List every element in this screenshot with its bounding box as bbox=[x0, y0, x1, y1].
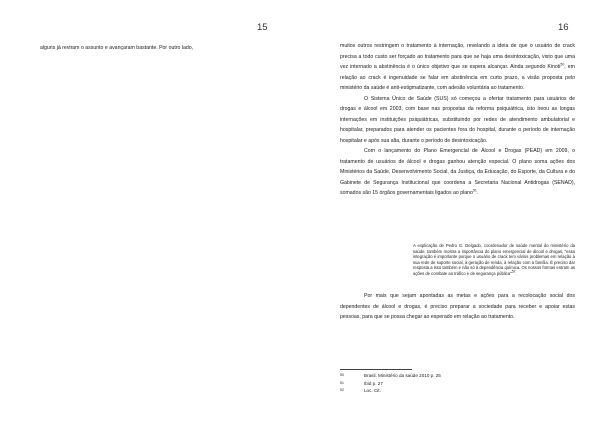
paragraph-text: , em relação ao crack é ingenuidade se falar em abstinência em curto prazo, a visão proposta pelo ministério da saúde é anti-estigmatizante, com adesão voluntária ao tratamento. bbox=[340, 64, 575, 91]
footnote bbox=[340, 372, 540, 380]
footnote-ref: 50 bbox=[560, 62, 565, 67]
quote-text: A explicação de Pedro G. Delgado, coordenador de saúde mental do ministério da saúde, também mostra a importância do plano emergencial de álcool e drogas, "essa integração é importante porque o usuário de crack tem vários problemas em relação à sua rede de suporte social, à geração de renda, à relação com a família. É preciso dar resposta a isso também e não só à dependência química. Os nossos formas entram as ações de combate ao tráfico e de segurança pública" bbox=[413, 243, 575, 276]
footnote-divider bbox=[340, 369, 412, 370]
main-text bbox=[340, 291, 575, 323]
footnote-ref: 52 bbox=[511, 269, 516, 274]
footnote-text: Brasil. Ministério da saúde 2010 p. 25 bbox=[364, 373, 441, 378]
paragraph-text: Com o lançamento do Plano Emergencial de Álcool e Drogas (PEAD) em 2009, o tratamento de usuários de álcool e drogas ganhou atenção especial. O plano soma ações dos Ministérios da Saúde, Desenvolvimento Social, da Justiça, da Educação, do Esporte, da Cultura e do Gabinete de Segurança Institucional que coordena a Secretaria Nacional Antidrogas (SENAD), somados são 15 órgãos governamentais ligados ao plano bbox=[340, 148, 575, 196]
block-quote bbox=[413, 243, 575, 277]
paragraph bbox=[340, 41, 575, 94]
quote-text: . bbox=[515, 270, 517, 276]
paragraph-text: muitos outros restringem o tratamento à internação, revelando a ideia de que o usuário de crack precisa a todo custo ser forçado ao tratamento para que se haja uma desintoxicação, visto que uma vez internado a abstinência é o único objetivo que se espera alcançar. Ainda segundo Kinoti bbox=[340, 43, 575, 70]
footnote-number: 51 bbox=[340, 380, 344, 385]
paragraph: O Sistema Único de Saúde (SUS) só começou a ofertar tratamento para usuários de drogas e álcool em 2003, com base nas propostas da reforma psiquiátrica, isto lreou as longas internações em instituições psiquiátricas, substituindo por redes de atendimento ambulatorial e hospitalar, preparados para atender os pacientes fora do hospital, durante o período de internação hospitalar e após sua alta, durante o período de desintoxicação. bbox=[340, 95, 575, 144]
right-page bbox=[300, 0, 600, 424]
footnote-text: Ibid p. 27 bbox=[364, 380, 383, 386]
footnote-ref: 51 bbox=[472, 188, 477, 193]
paragraph-text: . bbox=[476, 190, 479, 196]
footnotes bbox=[340, 372, 540, 395]
body-text: alguns já reviram o assunto e avançaram bastante. Por outro lado, bbox=[40, 45, 194, 51]
footnote-number: 50 bbox=[340, 373, 344, 377]
page-number: 16 bbox=[558, 22, 569, 33]
footnote-text: Loc. Cit. bbox=[364, 388, 381, 394]
paragraph bbox=[340, 146, 575, 199]
main-text bbox=[340, 41, 575, 199]
footnote bbox=[340, 380, 540, 388]
footnote bbox=[340, 387, 540, 395]
footnote-number: 52 bbox=[340, 388, 344, 393]
page-number: 15 bbox=[257, 22, 268, 33]
paragraph: Por mais que sejam apontadas as metas e ações para a recolocação social dos dependentes de álcool e drogas, é preciso preparar a sociedade para receber e apoiar estas pessoas, para que se possa chegar ao esperado em relação ao tratamento. bbox=[340, 293, 575, 320]
